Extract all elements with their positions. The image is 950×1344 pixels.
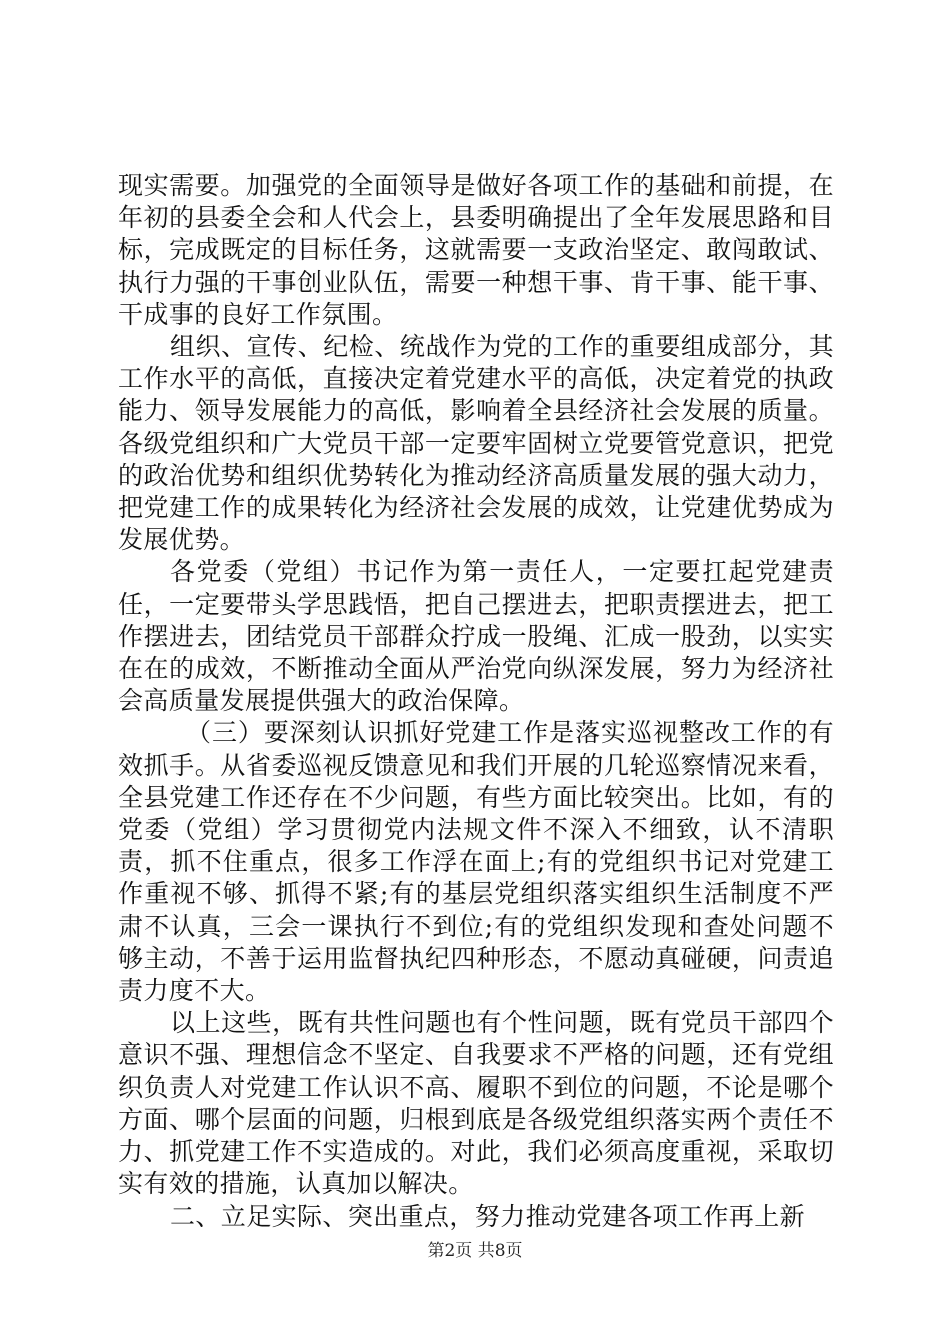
document-body: [118, 170, 834, 1233]
section-heading: 二、立足实际、突出重点，努力推动党建各项工作再上新: [170, 1201, 806, 1231]
paragraph-4: （三）要深刻认识抓好党建工作是落实巡视整改工作的有效抓手。从省委巡视反馈意见和我们开展的几轮巡察情况来看，全县党建工作还存在不少问题，有些方面比较突出。比如，有的党委（党组）学习贯彻党内法规文件不深入不细致，认不清职责，抓不住重点，很多工作浮在面上;有的党组织书记对党建工作重视不够、抓得不紧;有的基层党组织落实组织生活制度不严肃不认真，三会一课执行不到位;有的党组织发现和查处问题不够主动，不善于运用监督执纪四种形态，不愿动真碰硬，问责追责力度不大。: [118, 718, 834, 1006]
paragraph-1: 现实需要。加强党的全面领导是做好各项工作的基础和前提，在年初的县委全会和人代会上，县委明确提出了全年发展思路和目标，完成既定的目标任务，这就需要一支政治坚定、敢闯敢试、执行力强的干事创业队伍，需要一种想干事、肯干事、能干事、干成事的良好工作氛围。: [118, 171, 834, 329]
page-footer: 第2页 共8页: [427, 1241, 523, 1261]
paragraph-2: 组织、宣传、纪检、统战作为党的工作的重要组成部分，其工作水平的高低，直接决定着党建水平的高低，决定着党的执政能力、领导发展能力的高低，影响着全县经济社会发展的质量。各级党组织和广大党员干部一定要牢固树立党要管党意识，把党的政治优势和组织优势转化为推动经济高质量发展的强大动力，把党建工作的成果转化为经济社会发展的成效，让党建优势成为发展优势。: [118, 332, 834, 555]
paragraph-3: 各党委（党组）书记作为第一责任人，一定要扛起党建责任，一定要带头学思践悟，把自己摆进去，把职责摆进去，把工作摆进去，团结党员干部群众拧成一股绳、汇成一股劲，以实实在在的成效，不断推动全面从严治党向纵深发展，努力为经济社会高质量发展提供强大的政治保障。: [118, 557, 834, 716]
paragraph-5: 以上这些，既有共性问题也有个性问题，既有党员干部四个意识不强、理想信念不坚定、自我要求不严格的问题，还有党组织负责人对党建工作认识不高、履职不到位的问题，不论是哪个方面、哪个层面的问题，归根到底是各级党组织落实两个责任不力、抓党建工作不实造成的。对此，我们必须高度重视，采取切实有效的措施，认真加以解决。: [118, 1008, 834, 1199]
